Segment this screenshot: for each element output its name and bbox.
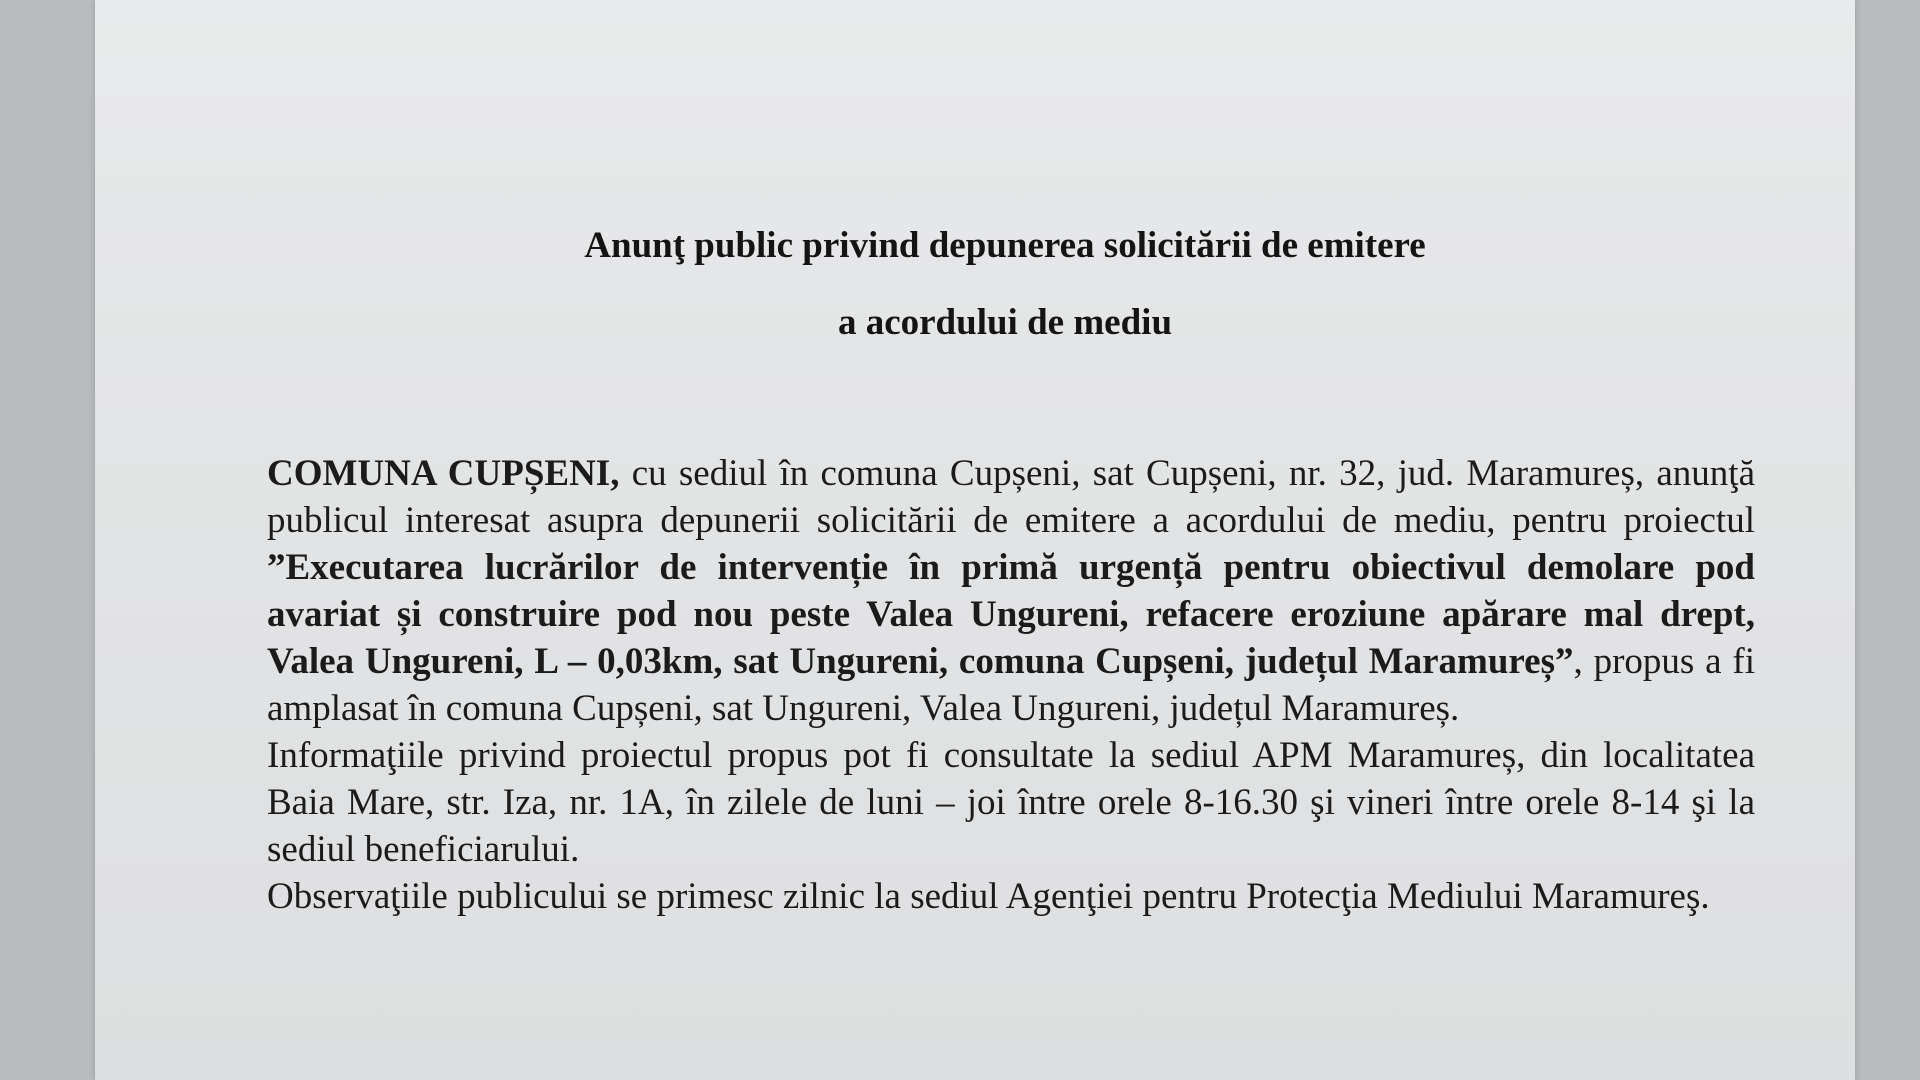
applicant-details: cu sediul în comuna Cupșeni, sat Cupșeni, nr. 32, jud. Maramureș, anunţă publicul interesat asupra depunerii solicitării de emitere a acordului de mediu, pentru proiectul (267, 453, 1755, 541)
project-title: ”Executarea lucrărilor de intervenție în primă urgență pentru obiectivul demolare pod avariat și construire pod nou peste Valea Ungureni, refacere eroziune apărare mal drept, Valea Ungureni, L – 0,03km, sat Ungureni, comuna Cupșeni, județul Maramureș” (267, 547, 1755, 682)
announcement-title-line2: a acordului de mediu (837, 302, 1173, 343)
paragraph-project-details (267, 450, 1755, 732)
applicant-name: COMUNA CUPȘENI, (267, 453, 620, 494)
paragraph-consultation-info: Informaţiile privind proiectul propus pot fi consultate la sediul APM Maramureș, din localitatea Baia Mare, str. Iza, nr. 1A, în zilele de luni – joi între orele 8-16.30 şi vineri între orele 8-14 şi la sediul beneficiarului. (267, 735, 1755, 870)
project-location: , propus a fi amplasat în comuna Cupșeni, sat Ungureni, Valea Ungureni, județul Maramureș. (267, 641, 1756, 729)
announcement-title-line1: Anunţ public privind depunerea solicitării de emitere (584, 225, 1426, 266)
document-page (95, 0, 1855, 1080)
paragraph-public-observations: Observaţiile publicului se primesc zilnic la sediul Agenţiei pentru Protecţia Mediului Maramureş. (267, 876, 1710, 917)
announcement-body (267, 450, 1755, 920)
